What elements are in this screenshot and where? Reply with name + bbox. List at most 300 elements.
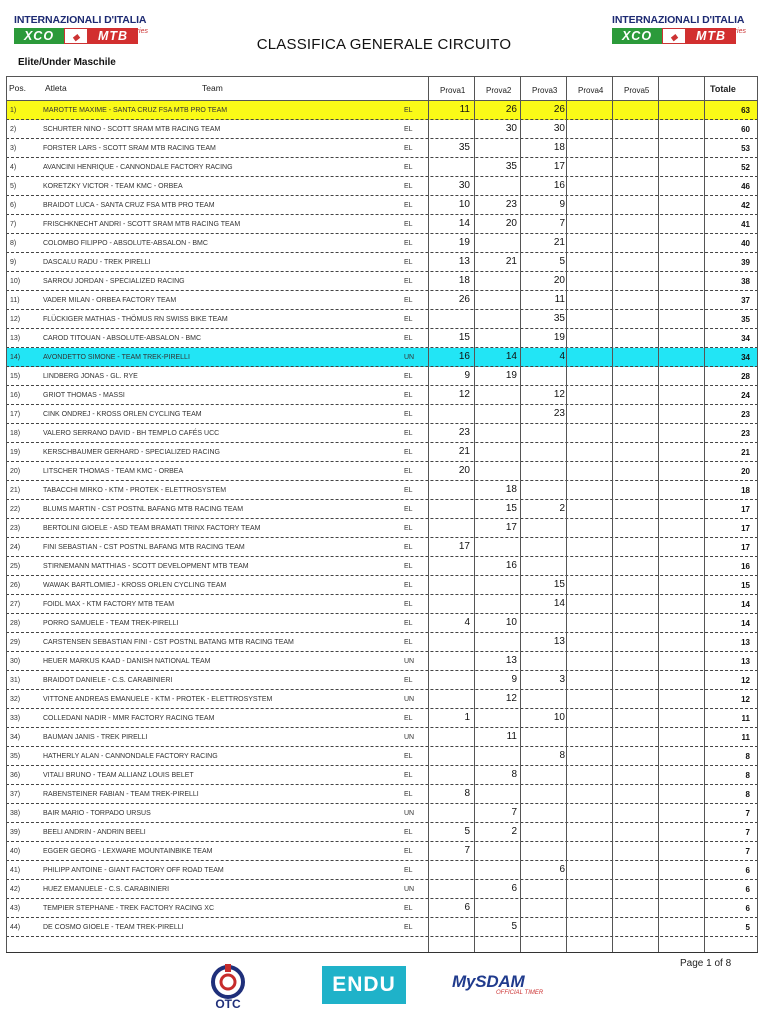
cell-athlete-team: BLUMS MARTIN - CST POSTNL BAFANG MTB RACING TEAM — [43, 506, 244, 513]
cell-athlete-team: FINI SEBASTIAN - CST POSTNL BAFANG MTB RACING TEAM — [43, 544, 245, 551]
table-row — [6, 443, 758, 462]
cell-category: UN — [404, 810, 415, 817]
cell-category: EL — [404, 373, 413, 380]
cell-prova3: 17 — [553, 161, 565, 172]
cell-totale: 39 — [741, 258, 750, 267]
cell-category: EL — [404, 316, 413, 323]
cell-category: UN — [404, 354, 415, 361]
table-row — [6, 785, 758, 804]
cell-position: 43) — [10, 905, 21, 912]
logo-mtb: MTB — [686, 28, 736, 44]
cell-position: 7) — [10, 221, 17, 228]
cell-category: EL — [404, 202, 413, 209]
cell-prova1: 14 — [458, 218, 470, 229]
cell-totale: 14 — [741, 619, 750, 628]
cell-position: 34) — [10, 734, 21, 741]
cell-prova1: 1 — [464, 712, 470, 723]
cell-athlete-team: KORETZKY VICTOR - TEAM KMC - ORBEA — [43, 183, 183, 190]
cell-position: 29) — [10, 639, 21, 646]
cell-totale: 40 — [741, 239, 750, 248]
table-row — [6, 690, 758, 709]
cell-prova3: 6 — [559, 864, 565, 875]
cell-athlete-team: COLLEDANI NADIR - MMR FACTORY RACING TEAM — [43, 715, 215, 722]
cell-athlete-team: VADER MILAN - ORBEA FACTORY TEAM — [43, 297, 177, 304]
cell-athlete-team: BEELI ANDRIN - ANDRIN BEELI — [43, 829, 146, 836]
cell-prova2: 13 — [505, 655, 517, 666]
col-header-prova5: Prova5 — [624, 86, 650, 95]
cell-category: EL — [404, 335, 413, 342]
cell-category: EL — [404, 430, 413, 437]
cell-category: EL — [404, 145, 413, 152]
col-header-prova2: Prova2 — [486, 86, 512, 95]
cell-athlete-team: COLOMBO FILIPPO - ABSOLUTE-ABSALON - BMC — [43, 240, 208, 247]
cell-prova1: 11 — [459, 104, 470, 115]
cell-athlete-team: AVANCINI HENRIQUE - CANNONDALE FACTORY RACING — [43, 164, 233, 171]
cell-athlete-team: HEUER MARKUS KAAD - DANISH NATIONAL TEAM — [43, 658, 211, 665]
cell-totale: 53 — [741, 144, 750, 153]
cell-prova1: 18 — [458, 275, 470, 286]
cell-totale: 60 — [741, 125, 750, 134]
cell-category: EL — [404, 278, 413, 285]
cell-athlete-team: LINDBERG JONAS - GL. RYE — [43, 373, 138, 380]
cell-prova3: 23 — [553, 408, 565, 419]
table-row — [6, 481, 758, 500]
cell-prova2: 30 — [505, 123, 517, 134]
col-line — [474, 76, 475, 953]
col-header-athlete: Atleta — [45, 83, 67, 93]
cell-prova2: 21 — [505, 256, 517, 267]
table-row — [6, 139, 758, 158]
cell-prova3: 26 — [553, 104, 565, 115]
col-line — [520, 76, 521, 953]
cell-position: 26) — [10, 582, 21, 589]
cell-prova1: 20 — [458, 465, 470, 476]
cell-prova3: 16 — [553, 180, 565, 191]
cell-totale: 6 — [745, 904, 750, 913]
cell-athlete-team: FLÜCKIGER MATHIAS - THÖMUS RN SWISS BIKE TEAM — [43, 316, 228, 323]
cell-prova1: 8 — [464, 788, 470, 799]
cell-totale: 38 — [741, 277, 750, 286]
table-row — [6, 101, 758, 120]
cell-position: 44) — [10, 924, 21, 931]
cell-category: EL — [404, 677, 413, 684]
cell-category: EL — [404, 392, 413, 399]
cell-totale: 8 — [745, 752, 750, 761]
cell-totale: 46 — [741, 182, 750, 191]
cell-totale: 34 — [741, 353, 750, 362]
table-row — [6, 899, 758, 918]
logo-mid: ◆ — [64, 28, 88, 44]
table-row — [6, 557, 758, 576]
cell-prova3: 19 — [553, 332, 565, 343]
cell-category: EL — [404, 639, 413, 646]
cell-prova3: 12 — [553, 389, 565, 400]
cell-category: EL — [404, 715, 413, 722]
cell-prova1: 17 — [458, 541, 470, 552]
cell-category: EL — [404, 829, 413, 836]
cell-position: 2) — [10, 126, 17, 133]
cell-athlete-team: GRIOT THOMAS - MASSI — [43, 392, 125, 399]
cell-totale: 16 — [741, 562, 750, 571]
cell-prova3: 10 — [553, 712, 565, 723]
cell-category: EL — [404, 601, 413, 608]
cell-totale: 23 — [741, 429, 750, 438]
logo-series: series — [129, 28, 148, 35]
cell-position: 13) — [10, 335, 21, 342]
cell-prova3: 4 — [559, 351, 565, 362]
table-row — [6, 253, 758, 272]
cell-category: EL — [404, 582, 413, 589]
table-row — [6, 234, 758, 253]
table-row — [6, 880, 758, 899]
cell-totale: 63 — [741, 106, 750, 115]
cell-position: 21) — [10, 487, 21, 494]
cell-totale: 28 — [741, 372, 750, 381]
cell-totale: 6 — [745, 885, 750, 894]
cell-prova1: 35 — [458, 142, 470, 153]
category-label: Elite/Under Maschile — [18, 57, 116, 68]
standings-table — [6, 76, 758, 953]
cell-athlete-team: CINK ONDREJ - KROSS ORLEN CYCLING TEAM — [43, 411, 202, 418]
table-row — [6, 595, 758, 614]
cell-position: 17) — [10, 411, 21, 418]
cell-position: 31) — [10, 677, 21, 684]
table-row — [6, 614, 758, 633]
cell-position: 36) — [10, 772, 21, 779]
col-header-pos: Pos. — [9, 83, 27, 93]
cell-athlete-team: RABENSTEINER FABIAN - TEAM TREK-PIRELLI — [43, 791, 199, 798]
cell-totale: 18 — [741, 486, 750, 495]
cell-totale: 24 — [741, 391, 750, 400]
cell-prova1: 15 — [458, 332, 470, 343]
cell-athlete-team: AVONDETTO SIMONE - TEAM TREK-PIRELLI — [43, 354, 190, 361]
cell-category: UN — [404, 658, 415, 665]
cell-prova1: 16 — [458, 351, 470, 362]
cell-athlete-team: VITTONE ANDREAS EMANUELE - KTM - PROTEK - ELETTROSYSTEM — [43, 696, 273, 703]
cell-category: EL — [404, 753, 413, 760]
col-line — [612, 76, 613, 953]
otc-logo — [198, 964, 258, 1010]
cell-totale: 37 — [741, 296, 750, 305]
cell-athlete-team: PHILIPP ANTOINE - GIANT FACTORY OFF ROAD TEAM — [43, 867, 224, 874]
page-number: Page 1 of 8 — [680, 958, 732, 969]
cell-position: 37) — [10, 791, 21, 798]
cell-category: EL — [404, 506, 413, 513]
cell-prova2: 5 — [511, 921, 517, 932]
cell-prova1: 6 — [464, 902, 470, 913]
logo-title: INTERNAZIONALI D'ITALIA — [14, 14, 147, 26]
cell-position: 16) — [10, 392, 21, 399]
cell-athlete-team: FRISCHKNECHT ANDRI - SCOTT SRAM MTB RACING TEAM — [43, 221, 241, 228]
cell-prova2: 18 — [505, 484, 517, 495]
cell-position: 27) — [10, 601, 21, 608]
cell-prova2: 26 — [505, 104, 517, 115]
col-line — [6, 76, 7, 953]
cell-category: EL — [404, 449, 413, 456]
mysdam-logo-text: MySDAM — [452, 972, 525, 991]
cell-athlete-team: STIRNEMANN MATTHIAS - SCOTT DEVELOPMENT MTB TEAM — [43, 563, 249, 570]
table-row — [6, 500, 758, 519]
cell-totale: 17 — [741, 505, 750, 514]
cell-position: 33) — [10, 715, 21, 722]
cell-category: EL — [404, 221, 413, 228]
cell-athlete-team: BAUMAN JANIS - TREK PIRELLI — [43, 734, 148, 741]
cell-position: 4) — [10, 164, 17, 171]
cell-prova3: 9 — [559, 199, 565, 210]
cell-position: 39) — [10, 829, 21, 836]
cell-athlete-team: FORSTER LARS - SCOTT SRAM MTB RACING TEAM — [43, 145, 216, 152]
cell-position: 5) — [10, 183, 17, 190]
cell-prova1: 30 — [458, 180, 470, 191]
cell-prova3: 2 — [559, 503, 565, 514]
col-header-totale: Totale — [710, 84, 736, 94]
table-row — [6, 196, 758, 215]
cell-prova1: 9 — [464, 370, 470, 381]
mysdam-subtitle: OFFICIAL TIMER — [496, 990, 544, 996]
col-header-prova4: Prova4 — [578, 86, 604, 95]
cell-position: 12) — [10, 316, 21, 323]
col-line — [658, 76, 659, 953]
cell-position: 20) — [10, 468, 21, 475]
cell-category: EL — [404, 468, 413, 475]
cell-category: EL — [404, 905, 413, 912]
table-row — [6, 652, 758, 671]
cell-totale: 35 — [741, 315, 750, 324]
cell-position: 14) — [10, 354, 21, 361]
cell-totale: 8 — [745, 771, 750, 780]
cell-position: 10) — [10, 278, 21, 285]
cell-prova2: 6 — [511, 883, 517, 894]
table-row — [6, 348, 758, 367]
table-row — [6, 329, 758, 348]
table-row — [6, 519, 758, 538]
table-row — [6, 424, 758, 443]
cell-prova1: 19 — [458, 237, 470, 248]
cell-position: 8) — [10, 240, 17, 247]
cell-prova3: 14 — [553, 598, 565, 609]
cell-prova3: 18 — [553, 142, 565, 153]
cell-prova3: 8 — [559, 750, 565, 761]
cell-position: 30) — [10, 658, 21, 665]
cell-prova2: 19 — [505, 370, 517, 381]
table-row — [6, 766, 758, 785]
cell-category: UN — [404, 886, 415, 893]
cell-totale: 7 — [745, 809, 750, 818]
cell-position: 24) — [10, 544, 21, 551]
table-top-border — [6, 76, 758, 77]
cell-position: 15) — [10, 373, 21, 380]
cell-totale: 23 — [741, 410, 750, 419]
cell-athlete-team: EGGER GEORG - LEXWARE MOUNTAINBIKE TEAM — [43, 848, 213, 855]
col-line — [566, 76, 567, 953]
col-header-prova3: Prova3 — [532, 86, 558, 95]
cell-prova3: 7 — [559, 218, 565, 229]
cell-athlete-team: WAWAK BARTLOMIEJ - KROSS ORLEN CYCLING TEAM — [43, 582, 227, 589]
cell-prova3: 21 — [553, 237, 565, 248]
cell-position: 18) — [10, 430, 21, 437]
cell-position: 35) — [10, 753, 21, 760]
table-row — [6, 158, 758, 177]
cell-position: 22) — [10, 506, 21, 513]
col-line — [757, 76, 758, 953]
cell-athlete-team: SCHURTER NINO - SCOTT SRAM MTB RACING TEAM — [43, 126, 221, 133]
cell-totale: 12 — [741, 695, 750, 704]
cell-category: EL — [404, 297, 413, 304]
cell-category: EL — [404, 791, 413, 798]
cell-prova1: 23 — [458, 427, 470, 438]
cell-athlete-team: VITALI BRUNO - TEAM ALLIANZ LOUIS BELET — [43, 772, 194, 779]
cell-position: 1) — [10, 107, 17, 114]
cell-prova1: 7 — [464, 845, 470, 856]
col-line — [428, 76, 429, 953]
logo-xco: XCO — [612, 28, 662, 44]
cell-category: EL — [404, 563, 413, 570]
logo-title: INTERNAZIONALI D'ITALIA — [612, 14, 745, 26]
cell-position: 32) — [10, 696, 21, 703]
cell-athlete-team: VALERO SERRANO DAVID - BH TEMPLO CAFÉS UCC — [43, 430, 220, 437]
cell-position: 3) — [10, 145, 17, 152]
cell-athlete-team: DE COSMO GIOELE - TEAM TREK-PIRELLI — [43, 924, 184, 931]
cell-category: EL — [404, 487, 413, 494]
cell-prova3: 30 — [553, 123, 565, 134]
cell-totale: 11 — [741, 733, 750, 742]
page-title: CLASSIFICA GENERALE CIRCUITO — [256, 36, 512, 53]
table-row — [6, 291, 758, 310]
cell-athlete-team: BRAIDOT LUCA - SANTA CRUZ FSA MTB PRO TEAM — [43, 202, 215, 209]
cell-prova3: 20 — [553, 275, 565, 286]
cell-athlete-team: LITSCHER THOMAS - TEAM KMC - ORBEA — [43, 468, 184, 475]
cell-prova1: 12 — [458, 389, 470, 400]
cell-totale: 13 — [741, 638, 750, 647]
cell-prova3: 11 — [554, 294, 565, 305]
cell-category: EL — [404, 924, 413, 931]
cell-totale: 5 — [745, 923, 750, 932]
cell-athlete-team: SARROU JORDAN - SPECIALIZED RACING — [43, 278, 185, 285]
cell-totale: 7 — [745, 847, 750, 856]
cell-prova1: 26 — [458, 294, 470, 305]
cell-prova2: 17 — [505, 522, 517, 533]
table-row — [6, 728, 758, 747]
cell-totale: 11 — [741, 714, 750, 723]
cell-position: 19) — [10, 449, 21, 456]
cell-category: EL — [404, 126, 413, 133]
cell-athlete-team: HUEZ EMANUELE - C.S. CARABINIERI — [43, 886, 170, 893]
logo-series: series — [727, 28, 746, 35]
cell-athlete-team: HATHERLY ALAN - CANNONDALE FACTORY RACING — [43, 753, 218, 760]
cell-athlete-team: FOIDL MAX - KTM FACTORY MTB TEAM — [43, 601, 175, 608]
cell-category: UN — [404, 734, 415, 741]
table-row — [6, 633, 758, 652]
cell-prova2: 10 — [505, 617, 517, 628]
cell-athlete-team: PORRO SAMUELE - TEAM TREK-PIRELLI — [43, 620, 179, 627]
cell-athlete-team: DASCALU RADU - TREK PIRELLI — [43, 259, 151, 266]
cell-prova2: 12 — [505, 693, 517, 704]
cell-prova2: 11 — [506, 731, 517, 742]
cell-category: EL — [404, 525, 413, 532]
table-row — [6, 538, 758, 557]
col-header-prova1: Prova1 — [440, 86, 466, 95]
cell-prova3: 3 — [559, 674, 565, 685]
cell-athlete-team: TABACCHI MIRKO - KTM - PROTEK - ELETTROSYSTEM — [43, 487, 227, 494]
cell-prova2: 16 — [505, 560, 517, 571]
cell-totale: 13 — [741, 657, 750, 666]
table-row — [6, 671, 758, 690]
cell-totale: 34 — [741, 334, 750, 343]
table-row — [6, 310, 758, 329]
cell-prova1: 5 — [464, 826, 470, 837]
cell-category: EL — [404, 544, 413, 551]
cell-category: EL — [404, 240, 413, 247]
table-row — [6, 861, 758, 880]
table-row — [6, 272, 758, 291]
cell-prova2: 23 — [505, 199, 517, 210]
cell-position: 28) — [10, 620, 21, 627]
table-row — [6, 215, 758, 234]
cell-position: 42) — [10, 886, 21, 893]
table-row — [6, 462, 758, 481]
cell-totale: 52 — [741, 163, 750, 172]
cell-prova1: 13 — [458, 256, 470, 267]
cell-prova2: 14 — [505, 351, 517, 362]
cell-prova1: 10 — [458, 199, 470, 210]
cell-prova2: 20 — [505, 218, 517, 229]
cell-totale: 8 — [745, 790, 750, 799]
cell-category: EL — [404, 848, 413, 855]
table-row — [6, 386, 758, 405]
cell-totale: 17 — [741, 524, 750, 533]
col-line — [704, 76, 705, 953]
cell-prova3: 13 — [553, 636, 565, 647]
cell-position: 9) — [10, 259, 17, 266]
cell-athlete-team: CAROD TITOUAN - ABSOLUTE-ABSALON - BMC — [43, 335, 202, 342]
otc-logo-text: OTC — [215, 997, 241, 1010]
table-row — [6, 367, 758, 386]
cell-athlete-team: BERTOLINI GIOELE - ASD TEAM BRAMATI TRINX FACTORY TEAM — [43, 525, 261, 532]
table-row — [6, 709, 758, 728]
cell-prova3: 5 — [559, 256, 565, 267]
cell-category: EL — [404, 164, 413, 171]
cell-prova2: 8 — [511, 769, 517, 780]
mysdam-logo — [452, 972, 572, 1004]
table-row — [6, 177, 758, 196]
cell-totale: 15 — [741, 581, 750, 590]
cell-prova2: 35 — [505, 161, 517, 172]
cell-athlete-team: KERSCHBAUMER GERHARD - SPECIALIZED RACING — [43, 449, 220, 456]
cell-totale: 21 — [741, 448, 750, 457]
table-row — [6, 747, 758, 766]
table-row — [6, 918, 758, 937]
table-row — [6, 405, 758, 424]
cell-totale: 7 — [745, 828, 750, 837]
cell-category: EL — [404, 107, 413, 114]
cell-category: EL — [404, 772, 413, 779]
cell-category: EL — [404, 183, 413, 190]
cell-athlete-team: TEMPIER STEPHANE - TREK FACTORY RACING XC — [43, 905, 215, 912]
cell-prova1: 21 — [458, 446, 470, 457]
cell-totale: 14 — [741, 600, 750, 609]
cell-totale: 20 — [741, 467, 750, 476]
cell-position: 23) — [10, 525, 21, 532]
cell-athlete-team: BRAIDOT DANIELE - C.S. CARABINIERI — [43, 677, 173, 684]
cell-category: UN — [404, 696, 415, 703]
logo-xco: XCO — [14, 28, 64, 44]
logo-mid: ◆ — [662, 28, 686, 44]
cell-position: 41) — [10, 867, 21, 874]
cell-prova3: 35 — [553, 313, 565, 324]
cell-totale: 17 — [741, 543, 750, 552]
col-header-team: Team — [202, 83, 223, 93]
table-row — [6, 842, 758, 861]
